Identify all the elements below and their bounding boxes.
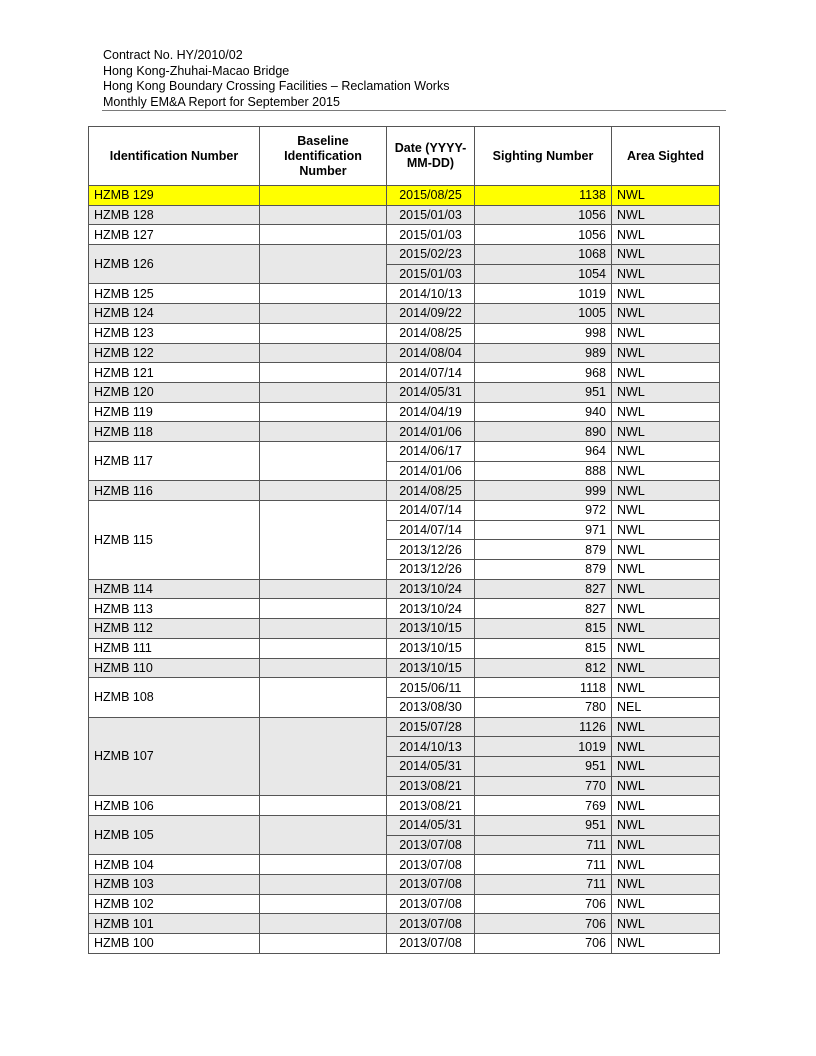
sighting-number-cell: 711 — [475, 875, 612, 895]
table-row — [89, 304, 720, 324]
sighting-number-cell: 1126 — [475, 717, 612, 737]
date-cell: 2013/07/08 — [387, 934, 475, 954]
table-row — [89, 855, 720, 875]
identification-number-cell: HZMB 104 — [89, 855, 260, 875]
area-sighted-cell: NWL — [612, 422, 720, 442]
date-cell: 2013/10/15 — [387, 619, 475, 639]
baseline-identification-cell — [260, 658, 387, 678]
document-header — [103, 48, 449, 110]
date-cell: 2013/07/08 — [387, 875, 475, 895]
date-cell: 2014/10/13 — [387, 737, 475, 757]
area-sighted-cell: NEL — [612, 697, 720, 717]
area-sighted-cell: NWL — [612, 520, 720, 540]
date-cell: 2014/07/14 — [387, 520, 475, 540]
identification-number-cell: HZMB 116 — [89, 481, 260, 501]
sighting-number-cell: 888 — [475, 461, 612, 481]
baseline-identification-cell — [260, 225, 387, 245]
baseline-identification-cell — [260, 205, 387, 225]
table-row — [89, 619, 720, 639]
sighting-number-cell: 951 — [475, 756, 612, 776]
date-cell: 2014/09/22 — [387, 304, 475, 324]
table-row — [89, 186, 720, 206]
sighting-number-cell: 971 — [475, 520, 612, 540]
area-sighted-cell: NWL — [612, 638, 720, 658]
dolphin-sighting-table — [88, 126, 720, 954]
identification-number-cell: HZMB 127 — [89, 225, 260, 245]
identification-number-cell: HZMB 118 — [89, 422, 260, 442]
sighting-number-cell: 989 — [475, 343, 612, 363]
baseline-identification-cell — [260, 422, 387, 442]
baseline-identification-cell — [260, 875, 387, 895]
area-sighted-cell: NWL — [612, 717, 720, 737]
date-cell: 2013/07/08 — [387, 855, 475, 875]
area-sighted-cell: NWL — [612, 225, 720, 245]
table-row — [89, 678, 720, 698]
identification-number-cell: HZMB 119 — [89, 402, 260, 422]
identification-number-cell: HZMB 100 — [89, 934, 260, 954]
table-row — [89, 343, 720, 363]
area-sighted-cell: NWL — [612, 855, 720, 875]
table-row — [89, 382, 720, 402]
date-cell: 2014/07/14 — [387, 501, 475, 521]
baseline-identification-cell — [260, 343, 387, 363]
sighting-number-cell: 968 — [475, 363, 612, 383]
table-row — [89, 402, 720, 422]
sighting-number-cell: 1005 — [475, 304, 612, 324]
baseline-identification-cell — [260, 914, 387, 934]
area-sighted-cell: NWL — [612, 264, 720, 284]
area-sighted-cell: NWL — [612, 382, 720, 402]
baseline-identification-cell — [260, 402, 387, 422]
sighting-number-cell: 769 — [475, 796, 612, 816]
table-row — [89, 934, 720, 954]
table-body — [89, 186, 720, 954]
sighting-number-cell: 711 — [475, 835, 612, 855]
date-cell: 2015/06/11 — [387, 678, 475, 698]
table-row — [89, 658, 720, 678]
baseline-identification-cell — [260, 186, 387, 206]
works-name: Hong Kong Boundary Crossing Facilities – Reclamation Works — [103, 79, 450, 93]
report-title: Monthly EM&A Report for September 2015 — [103, 94, 340, 109]
baseline-identification-cell — [260, 678, 387, 717]
baseline-identification-cell — [260, 855, 387, 875]
table-row — [89, 363, 720, 383]
identification-number-cell: HZMB 103 — [89, 875, 260, 895]
area-sighted-cell: NWL — [612, 599, 720, 619]
sighting-number-cell: 812 — [475, 658, 612, 678]
baseline-identification-cell — [260, 245, 387, 284]
sighting-number-cell: 951 — [475, 382, 612, 402]
area-sighted-cell: NWL — [612, 284, 720, 304]
identification-number-cell: HZMB 106 — [89, 796, 260, 816]
table-row — [89, 205, 720, 225]
project-name: Hong Kong-Zhuhai-Macao Bridge — [103, 63, 290, 78]
table-row — [89, 914, 720, 934]
area-sighted-cell: NWL — [612, 914, 720, 934]
table-row — [89, 225, 720, 245]
date-cell: 2013/07/08 — [387, 835, 475, 855]
table-row — [89, 816, 720, 836]
identification-number-cell: HZMB 107 — [89, 717, 260, 796]
identification-number-cell: HZMB 120 — [89, 382, 260, 402]
date-cell: 2013/07/08 — [387, 894, 475, 914]
identification-number-cell: HZMB 105 — [89, 816, 260, 855]
date-cell: 2014/08/25 — [387, 481, 475, 501]
date-cell: 2013/10/15 — [387, 658, 475, 678]
sighting-number-cell: 940 — [475, 402, 612, 422]
area-sighted-cell: NWL — [612, 579, 720, 599]
table-row — [89, 796, 720, 816]
baseline-identification-cell — [260, 717, 387, 796]
date-cell: 2013/10/15 — [387, 638, 475, 658]
date-cell: 2014/05/31 — [387, 756, 475, 776]
column-header-identification-number: Identification Number — [89, 127, 260, 186]
identification-number-cell: HZMB 115 — [89, 501, 260, 580]
sighting-number-cell: 827 — [475, 599, 612, 619]
baseline-identification-cell — [260, 501, 387, 580]
table-row — [89, 284, 720, 304]
area-sighted-cell: NWL — [612, 776, 720, 796]
baseline-identification-cell — [260, 441, 387, 480]
area-sighted-cell: NWL — [612, 835, 720, 855]
date-cell: 2013/12/26 — [387, 540, 475, 560]
date-cell: 2014/07/14 — [387, 363, 475, 383]
identification-number-cell: HZMB 124 — [89, 304, 260, 324]
identification-number-cell: HZMB 112 — [89, 619, 260, 639]
identification-number-cell: HZMB 113 — [89, 599, 260, 619]
identification-number-cell: HZMB 123 — [89, 323, 260, 343]
area-sighted-cell: NWL — [612, 678, 720, 698]
sighting-number-cell: 815 — [475, 638, 612, 658]
area-sighted-cell: NWL — [612, 343, 720, 363]
sighting-number-cell: 1054 — [475, 264, 612, 284]
identification-number-cell: HZMB 102 — [89, 894, 260, 914]
identification-number-cell: HZMB 125 — [89, 284, 260, 304]
sighting-number-cell: 879 — [475, 540, 612, 560]
date-cell: 2014/08/04 — [387, 343, 475, 363]
date-cell: 2013/08/21 — [387, 796, 475, 816]
baseline-identification-cell — [260, 816, 387, 855]
date-cell: 2014/06/17 — [387, 441, 475, 461]
date-cell: 2014/04/19 — [387, 402, 475, 422]
baseline-identification-cell — [260, 284, 387, 304]
sighting-number-cell: 879 — [475, 560, 612, 580]
date-cell: 2014/01/06 — [387, 422, 475, 442]
sighting-number-cell: 1019 — [475, 284, 612, 304]
date-cell: 2013/07/08 — [387, 914, 475, 934]
baseline-identification-cell — [260, 894, 387, 914]
table-row — [89, 441, 720, 461]
area-sighted-cell: NWL — [612, 186, 720, 206]
area-sighted-cell: NWL — [612, 934, 720, 954]
table-row — [89, 717, 720, 737]
sighting-number-cell: 1056 — [475, 205, 612, 225]
area-sighted-cell: NWL — [612, 816, 720, 836]
table-row — [89, 245, 720, 265]
area-sighted-cell: NWL — [612, 875, 720, 895]
area-sighted-cell: NWL — [612, 461, 720, 481]
sighting-number-cell: 1068 — [475, 245, 612, 265]
area-sighted-cell: NWL — [612, 540, 720, 560]
identification-number-cell: HZMB 122 — [89, 343, 260, 363]
sighting-number-cell: 1138 — [475, 186, 612, 206]
sighting-number-cell: 827 — [475, 579, 612, 599]
identification-number-cell: HZMB 126 — [89, 245, 260, 284]
baseline-identification-cell — [260, 934, 387, 954]
area-sighted-cell: NWL — [612, 560, 720, 580]
table-row — [89, 579, 720, 599]
sighting-number-cell: 770 — [475, 776, 612, 796]
column-header-baseline-identification: Baseline Identification Number — [260, 127, 387, 186]
area-sighted-cell: NWL — [612, 304, 720, 324]
date-cell: 2014/05/31 — [387, 816, 475, 836]
baseline-identification-cell — [260, 481, 387, 501]
table-header — [89, 127, 720, 186]
header-row — [89, 127, 720, 186]
date-cell: 2015/01/03 — [387, 264, 475, 284]
baseline-identification-cell — [260, 579, 387, 599]
identification-number-cell: HZMB 108 — [89, 678, 260, 717]
baseline-identification-cell — [260, 304, 387, 324]
baseline-identification-cell — [260, 796, 387, 816]
identification-number-cell: HZMB 117 — [89, 441, 260, 480]
date-cell: 2014/10/13 — [387, 284, 475, 304]
area-sighted-cell: NWL — [612, 363, 720, 383]
table-row — [89, 599, 720, 619]
date-cell: 2014/08/25 — [387, 323, 475, 343]
date-cell: 2013/08/30 — [387, 697, 475, 717]
contract-number: Contract No. HY/2010/02 — [103, 48, 243, 62]
sighting-number-cell: 999 — [475, 481, 612, 501]
area-sighted-cell: NWL — [612, 737, 720, 757]
sighting-number-cell: 964 — [475, 441, 612, 461]
sighting-number-cell: 951 — [475, 816, 612, 836]
sighting-number-cell: 780 — [475, 697, 612, 717]
area-sighted-cell: NWL — [612, 481, 720, 501]
sighting-number-cell: 1019 — [475, 737, 612, 757]
sighting-number-cell: 706 — [475, 914, 612, 934]
baseline-identification-cell — [260, 363, 387, 383]
date-cell: 2015/01/03 — [387, 225, 475, 245]
sighting-number-cell: 815 — [475, 619, 612, 639]
date-cell: 2015/02/23 — [387, 245, 475, 265]
area-sighted-cell: NWL — [612, 402, 720, 422]
area-sighted-cell: NWL — [612, 323, 720, 343]
identification-number-cell: HZMB 128 — [89, 205, 260, 225]
date-cell: 2015/01/03 — [387, 205, 475, 225]
identification-number-cell: HZMB 110 — [89, 658, 260, 678]
area-sighted-cell: NWL — [612, 894, 720, 914]
table-row — [89, 323, 720, 343]
column-header-area-sighted: Area Sighted — [612, 127, 720, 186]
date-cell: 2013/10/24 — [387, 579, 475, 599]
area-sighted-cell: NWL — [612, 619, 720, 639]
area-sighted-cell: NWL — [612, 756, 720, 776]
table-row — [89, 875, 720, 895]
table-row — [89, 501, 720, 521]
sighting-number-cell: 890 — [475, 422, 612, 442]
baseline-identification-cell — [260, 323, 387, 343]
baseline-identification-cell — [260, 619, 387, 639]
date-cell: 2015/08/25 — [387, 186, 475, 206]
table-row — [89, 894, 720, 914]
baseline-identification-cell — [260, 599, 387, 619]
area-sighted-cell: NWL — [612, 501, 720, 521]
identification-number-cell: HZMB 129 — [89, 186, 260, 206]
area-sighted-cell: NWL — [612, 796, 720, 816]
area-sighted-cell: NWL — [612, 245, 720, 265]
identification-number-cell: HZMB 101 — [89, 914, 260, 934]
area-sighted-cell: NWL — [612, 658, 720, 678]
area-sighted-cell: NWL — [612, 205, 720, 225]
sighting-number-cell: 711 — [475, 855, 612, 875]
sighting-number-cell: 706 — [475, 934, 612, 954]
table-row — [89, 638, 720, 658]
identification-number-cell: HZMB 121 — [89, 363, 260, 383]
sighting-number-cell: 998 — [475, 323, 612, 343]
header-divider — [102, 110, 726, 111]
date-cell: 2015/07/28 — [387, 717, 475, 737]
date-cell: 2013/10/24 — [387, 599, 475, 619]
baseline-identification-cell — [260, 638, 387, 658]
date-cell: 2013/12/26 — [387, 560, 475, 580]
sighting-number-cell: 972 — [475, 501, 612, 521]
sighting-number-cell: 1056 — [475, 225, 612, 245]
identification-number-cell: HZMB 111 — [89, 638, 260, 658]
sighting-number-cell: 706 — [475, 894, 612, 914]
area-sighted-cell: NWL — [612, 441, 720, 461]
date-cell: 2014/01/06 — [387, 461, 475, 481]
sighting-number-cell: 1118 — [475, 678, 612, 698]
date-cell: 2013/08/21 — [387, 776, 475, 796]
table-row — [89, 422, 720, 442]
identification-number-cell: HZMB 114 — [89, 579, 260, 599]
column-header-date: Date (YYYY-MM-DD) — [387, 127, 475, 186]
baseline-identification-cell — [260, 382, 387, 402]
table-row — [89, 481, 720, 501]
column-header-sighting-number: Sighting Number — [475, 127, 612, 186]
date-cell: 2014/05/31 — [387, 382, 475, 402]
